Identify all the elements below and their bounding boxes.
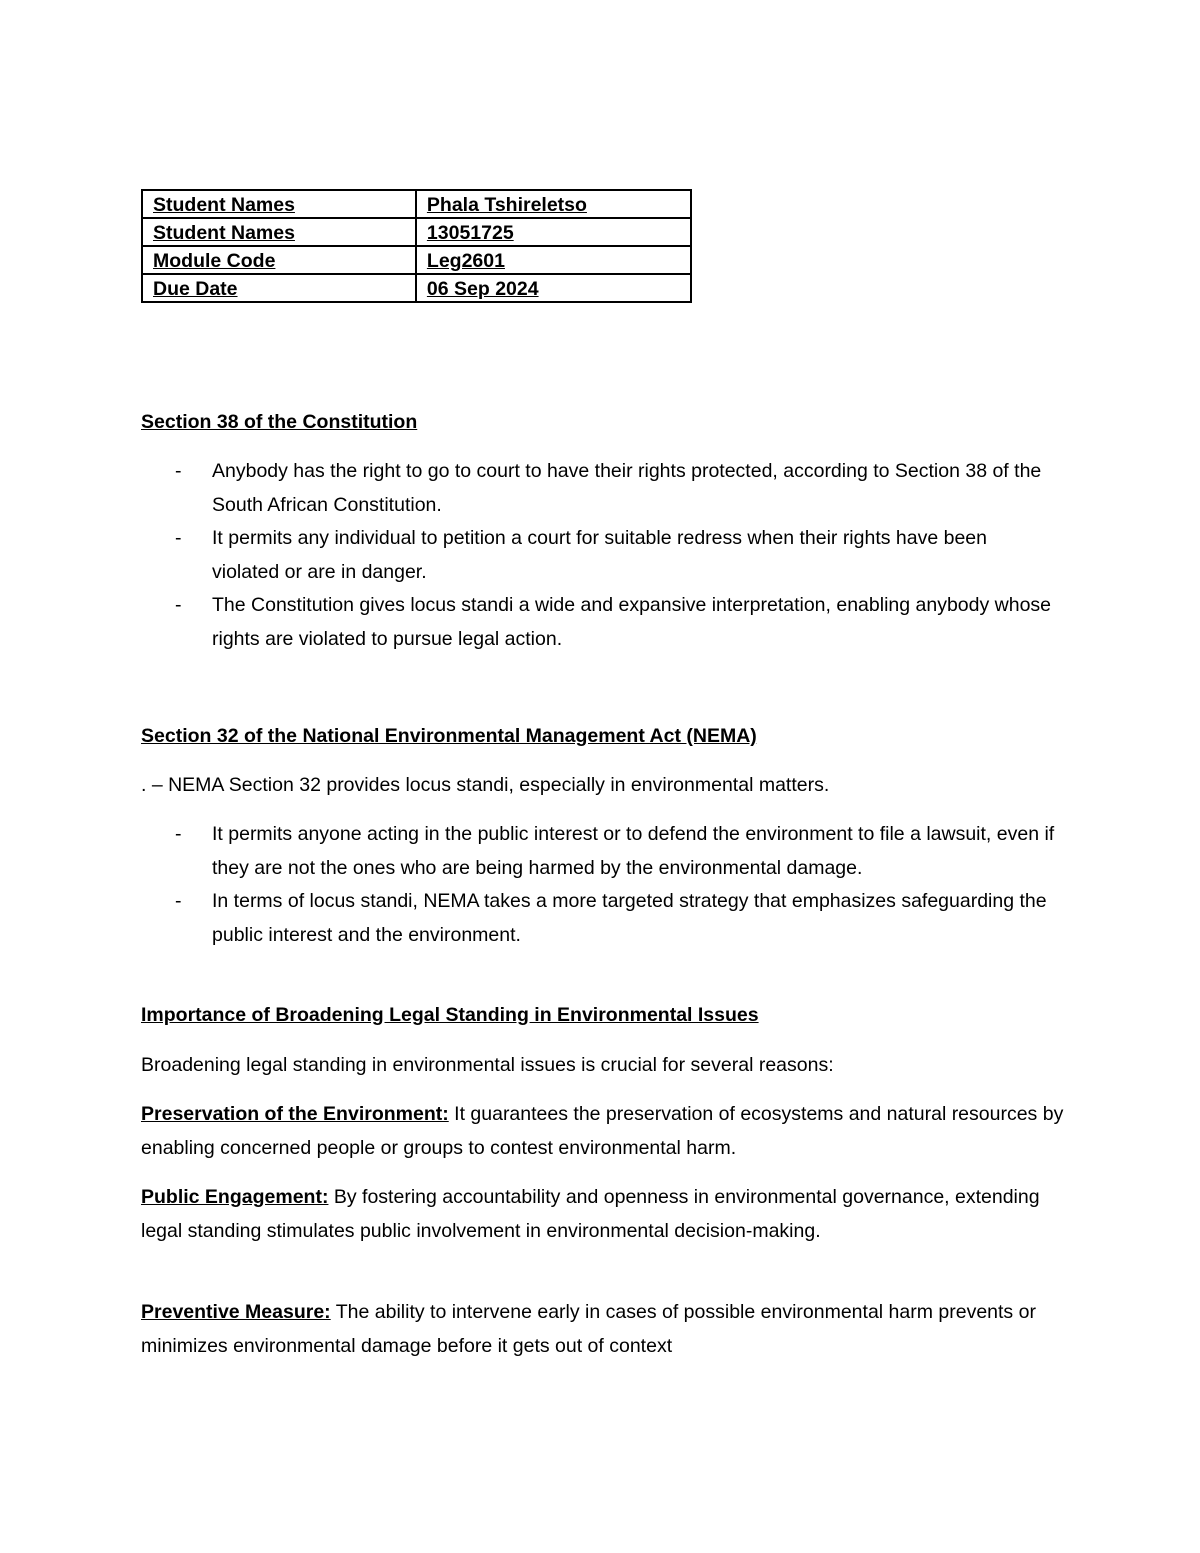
table-cell-value: 06 Sep 2024 (416, 274, 691, 302)
importance-point (141, 1180, 1071, 1248)
list-item-text: It permits anyone acting in the public interest or to defend the environment to file a lawsuit, even if they are not the ones who are being harmed by the environmental damage. (212, 823, 1055, 879)
dash-bullet: - (175, 594, 182, 616)
section-38-list (175, 455, 1055, 656)
dash-bullet: - (175, 823, 182, 845)
point-lead: Preventive Measure: (141, 1301, 331, 1323)
table-cell-value: 13051725 (416, 218, 691, 246)
list-item (175, 455, 1055, 522)
table-cell-label: Due Date (142, 274, 416, 302)
table-row (142, 246, 691, 274)
section-32-heading: Section 32 of the National Environmental Management Act (NEMA) (141, 725, 757, 747)
point-lead: Public Engagement: (141, 1186, 329, 1208)
list-item (175, 818, 1055, 885)
importance-point (141, 1097, 1071, 1165)
table-row (142, 218, 691, 246)
point-lead: Preservation of the Environment: (141, 1103, 449, 1125)
list-item-text: Anybody has the right to go to court to have their rights protected, according to Section 38 of the South African Constitution. (212, 460, 1042, 516)
table-cell-value: Leg2601 (416, 246, 691, 274)
list-item (175, 522, 1055, 589)
importance-intro: Broadening legal standing in environmental issues is crucial for several reasons: (141, 1054, 834, 1076)
table-row (142, 274, 691, 302)
dash-bullet: - (175, 527, 182, 549)
student-info-table (141, 189, 692, 303)
point-text: It guarantees the preservation of ecosystems and natural resources by enabling concerned people or groups to contest environmental harm. (141, 1103, 1064, 1159)
list-item-text: The Constitution gives locus standi a wide and expansive interpretation, enabling anybody whose rights are violated to pursue legal action. (212, 594, 1052, 650)
section-38-heading: Section 38 of the Constitution (141, 411, 418, 433)
table-cell-label: Student Names (142, 190, 416, 218)
table-cell-label: Student Names (142, 218, 416, 246)
importance-point (141, 1295, 1071, 1363)
list-item-text: It permits any individual to petition a court for suitable redress when their rights have been violated or are in danger. (212, 527, 988, 583)
point-text: By fostering accountability and openness in environmental governance, extending legal standing stimulates public involvement in environmental decision-making. (141, 1186, 1040, 1242)
point-text: The ability to intervene early in cases of possible environmental harm prevents or minimizes environmental damage before it gets out of context (141, 1301, 1036, 1357)
table-row (142, 190, 691, 218)
dash-bullet: - (175, 890, 182, 912)
table-cell-label: Module Code (142, 246, 416, 274)
list-item (175, 589, 1055, 656)
section-32-intro: . – NEMA Section 32 provides locus standi, especially in environmental matters. (141, 774, 830, 796)
table-cell-value: Phala Tshireletso (416, 190, 691, 218)
list-item (175, 885, 1055, 952)
importance-heading: Importance of Broadening Legal Standing in Environmental Issues (141, 1004, 759, 1026)
section-32-list (175, 818, 1055, 952)
list-item-text: In terms of locus standi, NEMA takes a more targeted strategy that emphasizes safeguarding the public interest and the environment. (212, 890, 1047, 946)
dash-bullet: - (175, 460, 182, 482)
